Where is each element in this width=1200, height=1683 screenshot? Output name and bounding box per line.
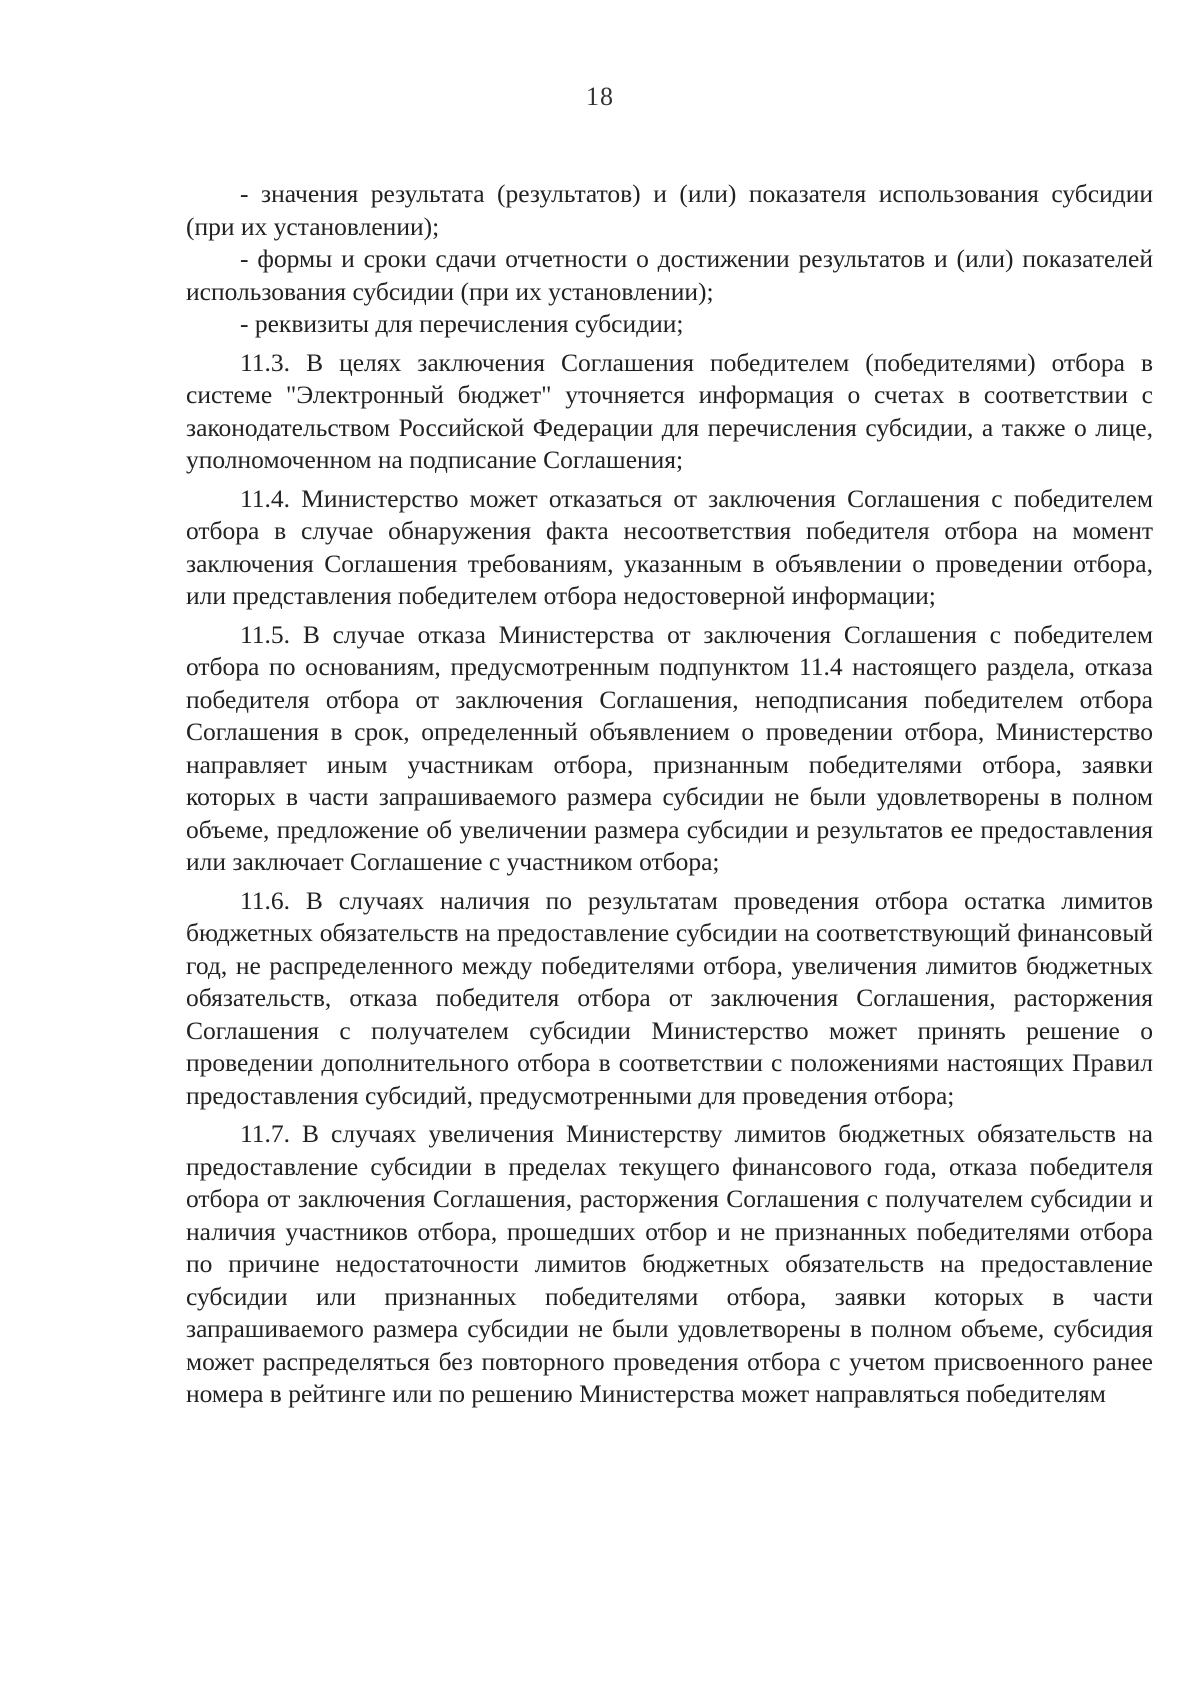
paragraph-clause-11-6: 11.6. В случаях наличия по результатам проведения отбора остатка лимитов бюджетных обязательств на предоставление субсидии на соответствующий финансовый год, не распределенного между победителями отбора, увеличения лимитов бюджетных обязательств, отказа победителя отбора от заключения Соглашения, расторжения Соглашения с получателем субсидии Министерство может принять решение о проведении дополнительного отбора в соответствии с положениями настоящих Правил предоставления субсидий, предусмотренными для проведения отбора;: [186, 885, 1153, 1110]
paragraph-clause-11-4: 11.4. Министерство может отказаться от заключения Соглашения с победителем отбора в случае обнаружения факта несоответствия победителя отбора на момент заключения Соглашения требованиям, указанным в объявлении о проведении отбора, или представления победителем отбора недостоверной информации;: [186, 483, 1153, 610]
paragraph-clause-11-7: 11.7. В случаях увеличения Министерству лимитов бюджетных обязательств на предоставление субсидии в пределах текущего финансового года, отказа победителя отбора от заключения Соглашения, расторжения Соглашения с получателем субсидии и наличия участников отбора, прошедших отбор и не признанных победителями отбора по причине недостаточности лимитов бюджетных обязательств на предоставление субсидии или признанных победителями отбора, заявки которых в части запрашиваемого размера субсидии не были удовлетворены в полном объеме, субсидия может распределяться без повторного проведения отбора с учетом присвоенного ранее номера в рейтинге или по решению Министерства может направляться победителям: [186, 1119, 1153, 1408]
document-body: [186, 178, 1153, 1411]
paragraph-transfer-details: - реквизиты для перечисления субсидии;: [240, 309, 684, 338]
paragraph-clause-11-5: 11.5. В случае отказа Министерства от заключения Соглашения с победителем отбора по основаниям, предусмотренным подпунктом 11.4 настоящего раздела, отказа победителя отбора от заключения Соглашения, неподписания победителем отбора Соглашения в срок, определенный объявлением о проведении отбора, Министерство направляет иным участникам отбора, признанным победителями отбора, заявки которых в части запрашиваемого размера субсидии не были удовлетворены в полном объеме, предложение об увеличении размера субсидии и результатов ее предоставления или заключает Соглашение с участником отбора;: [186, 619, 1153, 876]
paragraph-reporting-forms: - формы и сроки сдачи отчетности о достижении результатов и (или) показателей использования субсидии (при их установлении);: [186, 244, 1153, 306]
paragraph-clause-11-3: 11.3. В целях заключения Соглашения победителем (победителями) отбора в системе "Электронный бюджет" уточняется информация о счетах в соответствии с законодательством Российской Федерации для перечисления субсидии, а также о лице, уполномоченном на подписание Соглашения;: [186, 347, 1153, 474]
paragraph-result-values: - значения результата (результатов) и (или) показателя использования субсидии (при их установлении);: [186, 179, 1153, 241]
page-number: 18: [586, 82, 614, 111]
